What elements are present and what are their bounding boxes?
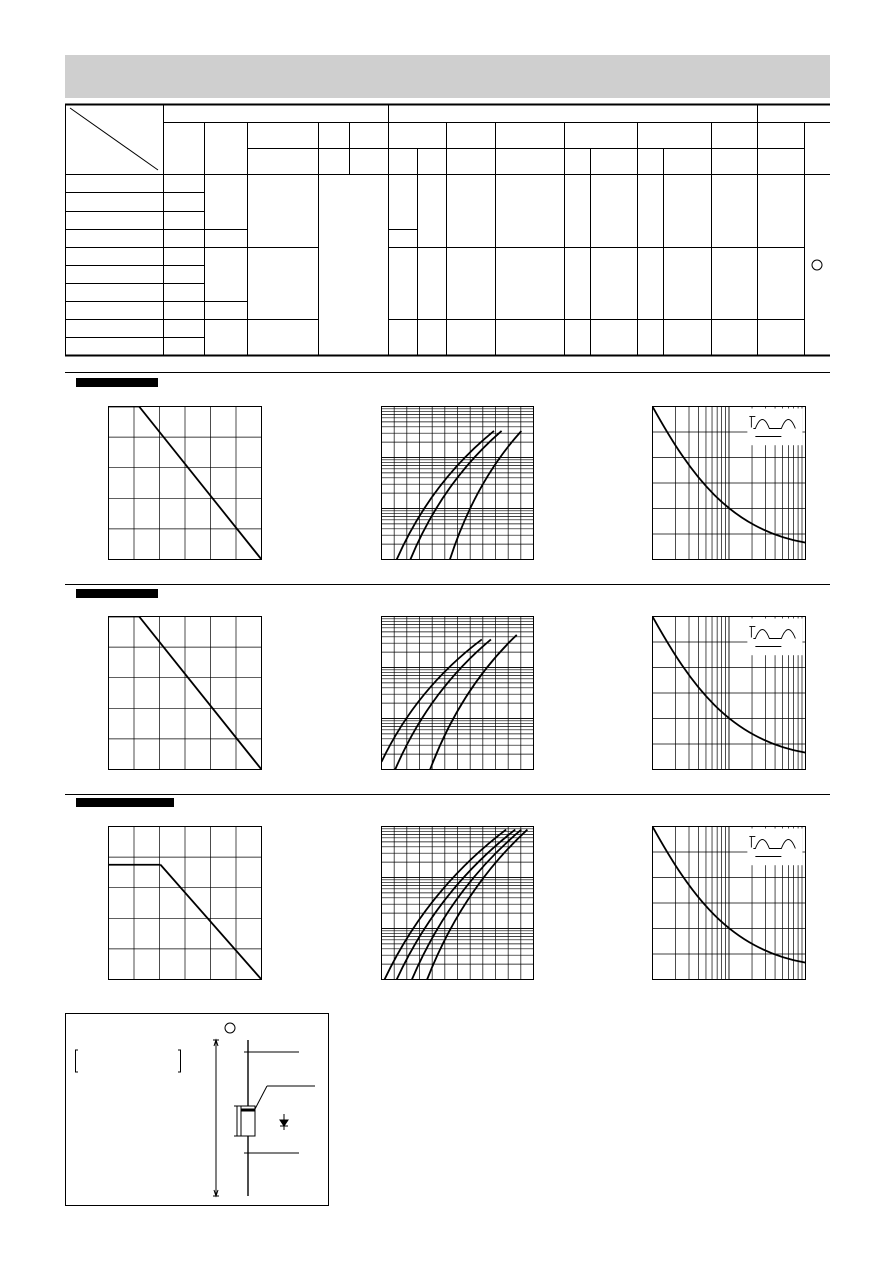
diode-symbol-icon	[280, 1114, 288, 1130]
forward-characteristic-1	[381, 406, 534, 560]
curve-group	[382, 635, 517, 770]
curve-group	[397, 431, 522, 560]
grid-lines	[109, 617, 262, 770]
circle-marker-icon	[812, 260, 822, 270]
forward-characteristic-2	[381, 616, 534, 770]
curve-group	[385, 830, 528, 980]
half-sine-inset	[747, 619, 802, 656]
package-outline-box	[65, 1013, 329, 1206]
section-rule	[65, 584, 830, 585]
section-label	[76, 798, 174, 807]
derating-line	[139, 617, 261, 770]
derating-curve-1	[108, 406, 262, 560]
derating-line	[161, 865, 262, 980]
derating-curve-3	[108, 826, 262, 980]
surge-current-3	[652, 826, 806, 980]
section-label	[76, 589, 158, 598]
circle-marker-icon	[225, 1023, 235, 1033]
half-sine-inset	[747, 409, 802, 446]
package-outline-drawing	[66, 1014, 330, 1207]
grid-lines	[109, 827, 262, 980]
derating-curve-2	[108, 616, 262, 770]
characteristic-curve	[450, 431, 521, 560]
grid-lines	[382, 617, 534, 770]
grid-lines	[382, 827, 534, 980]
surge-current-1	[652, 406, 806, 560]
section-rule	[65, 372, 830, 373]
section-label	[76, 378, 158, 387]
characteristic-curve	[382, 639, 482, 761]
spec-table	[0, 0, 892, 370]
surge-current-2	[652, 616, 806, 770]
grid-lines	[109, 407, 262, 560]
characteristic-curve	[395, 639, 491, 769]
half-sine-inset	[747, 829, 802, 866]
forward-characteristic-3	[381, 826, 534, 980]
section-rule	[65, 794, 830, 795]
derating-line	[139, 407, 261, 560]
